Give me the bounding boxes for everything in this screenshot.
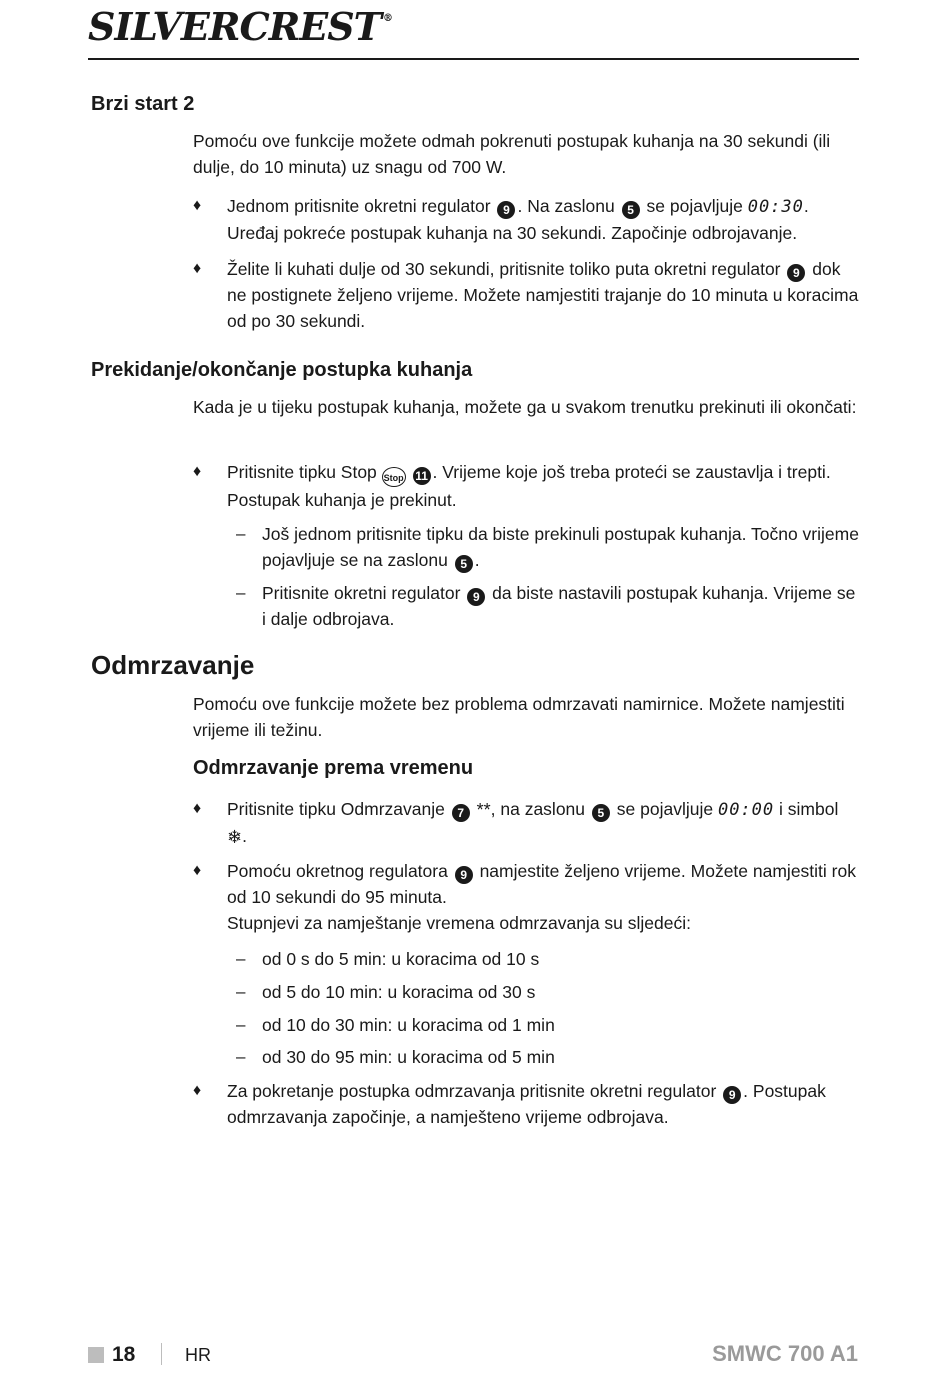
stop-button-icon: Stop <box>382 467 406 487</box>
snowflake-icon: ❄ <box>227 827 243 847</box>
defrost-intro: Pomoću ove funkcije možete bez problema odmrzavati namirnice. Možete namjestiti vrijeme ili težinu. <box>193 694 845 740</box>
ref-badge: 7 <box>452 804 470 822</box>
ref-badge: 5 <box>592 804 610 822</box>
dash-icon: – <box>236 1015 246 1034</box>
lcd-display-value: 00:00 <box>717 800 775 820</box>
logo-text: SILVERCREST <box>88 4 381 49</box>
interrupt-dash-1 <box>262 521 862 573</box>
text: Pritisnite okretni regulator <box>262 583 461 603</box>
ref-badge: 9 <box>455 866 473 884</box>
ref-badge: 9 <box>497 201 515 219</box>
bullet-icon: ♦ <box>193 1082 202 1099</box>
text: Za pokretanje postupka odmrzavanja pritisnite okretni regulator <box>227 1081 717 1101</box>
dash-icon: – <box>236 524 246 543</box>
dash-icon: – <box>236 583 246 602</box>
defrost-step-item: od 0 s do 5 min: u koracima od 10 s <box>262 949 540 969</box>
text: Pomoću okretnog regulatora <box>227 861 448 881</box>
text: se pojavljuje <box>616 799 714 819</box>
text: namjestite željeno vrijeme. Možete namjestiti rok od 10 sekundi do 95 minuta. <box>227 861 856 907</box>
registered-mark: ® <box>382 13 392 24</box>
text: . Postupak odmrzavanja započinje, a namješteno vrijeme odbrojava. <box>227 1081 826 1127</box>
model-number: SMWC 700 A1 <box>712 1341 858 1366</box>
text: se pojavljuje <box>646 196 743 216</box>
text: . Vrijeme koje još treba proteći se zaustavlja i trepti. Postupak kuhanja je prekinut. <box>227 462 831 510</box>
text: . <box>474 550 480 570</box>
text: i simbol <box>779 799 839 819</box>
bullet-icon: ♦ <box>193 463 202 480</box>
defrost-step-item: od 10 do 30 min: u koracima od 1 min <box>262 1015 555 1035</box>
bullet-icon: ♦ <box>193 862 202 879</box>
text: . <box>242 826 247 846</box>
ref-badge: 9 <box>467 588 485 606</box>
text: Pritisnite tipku Stop <box>227 462 377 482</box>
quick-start-intro: Pomoću ove funkcije možete odmah pokrenuti postupak kuhanja na 30 sekundi (ili dulje, do 10 minuta) uz snagu od 700 W. <box>193 131 831 177</box>
ref-badge: 5 <box>455 555 473 573</box>
interrupt-dash-2 <box>262 580 862 632</box>
defrost-step-item: od 5 do 10 min: u koracima od 30 s <box>262 982 536 1002</box>
bullet-icon: ♦ <box>193 800 202 817</box>
text: . Na zaslonu <box>517 196 615 216</box>
interrupt-intro: Kada je u tijeku postupak kuhanja, možete ga u svakom trenutku prekinuti ili okončati: <box>193 397 857 417</box>
text: , na zaslonu <box>490 799 586 819</box>
defrost-bullet-2 <box>227 858 861 936</box>
heading-defrost: Odmrzavanje <box>91 650 255 680</box>
footer-divider <box>161 1343 162 1365</box>
defrost-button-icon: ** <box>476 800 491 820</box>
ref-badge: 5 <box>622 201 640 219</box>
text: Još jednom pritisnite tipku da biste prekinuli postupak kuhanja. Točno vrijeme pojavljuje se na zaslonu <box>262 524 859 570</box>
text: Stupnjevi za namještanje vremena odmrzavanja su sljedeći: <box>227 913 691 933</box>
text: Pritisnite tipku Odmrzavanje <box>227 799 445 819</box>
bullet-icon: ♦ <box>193 197 202 214</box>
text: . Uređaj pokreće postupak kuhanja na 30 sekundi. Započinje odbrojavanje. <box>227 196 809 243</box>
page-number: 18 <box>112 1343 136 1366</box>
footer-square-marker <box>88 1347 104 1363</box>
ref-badge: 9 <box>723 1086 741 1104</box>
ref-badge: 11 <box>413 467 431 485</box>
text: dok ne postignete željeno vrijeme. Možete namjestiti trajanje do 10 minuta u koracima od po 30 sekundi. <box>227 259 859 331</box>
lcd-display-value: 00:30 <box>747 197 804 217</box>
dash-icon: – <box>236 1047 246 1066</box>
header-rule <box>88 58 859 60</box>
bullet-icon: ♦ <box>193 260 202 277</box>
interrupt-bullet-1 <box>227 459 861 513</box>
dash-icon: – <box>236 982 246 1001</box>
quick-start-bullet-2 <box>227 256 861 334</box>
text: Jednom pritisnite okretni regulator <box>227 196 491 216</box>
defrost-step-item: od 30 do 95 min: u koracima od 5 min <box>262 1047 555 1067</box>
text: da biste nastavili postupak kuhanja. Vrijeme se i dalje odbrojava. <box>262 583 856 629</box>
brand-logo <box>88 4 392 49</box>
quick-start-bullet-1 <box>227 193 861 246</box>
dash-icon: – <box>236 949 246 968</box>
defrost-bullet-3 <box>227 1078 861 1130</box>
language-code: HR <box>185 1345 211 1365</box>
text: Želite li kuhati dulje od 30 sekundi, pritisnite toliko puta okretni regulator <box>227 259 781 279</box>
heading-interrupt: Prekidanje/okončanje postupka kuhanja <box>91 359 473 381</box>
heading-quick-start: Brzi start 2 <box>91 93 195 115</box>
ref-badge: 9 <box>787 264 805 282</box>
subheading-defrost-time: Odmrzavanje prema vremenu <box>193 757 474 779</box>
defrost-bullet-1 <box>227 796 861 850</box>
